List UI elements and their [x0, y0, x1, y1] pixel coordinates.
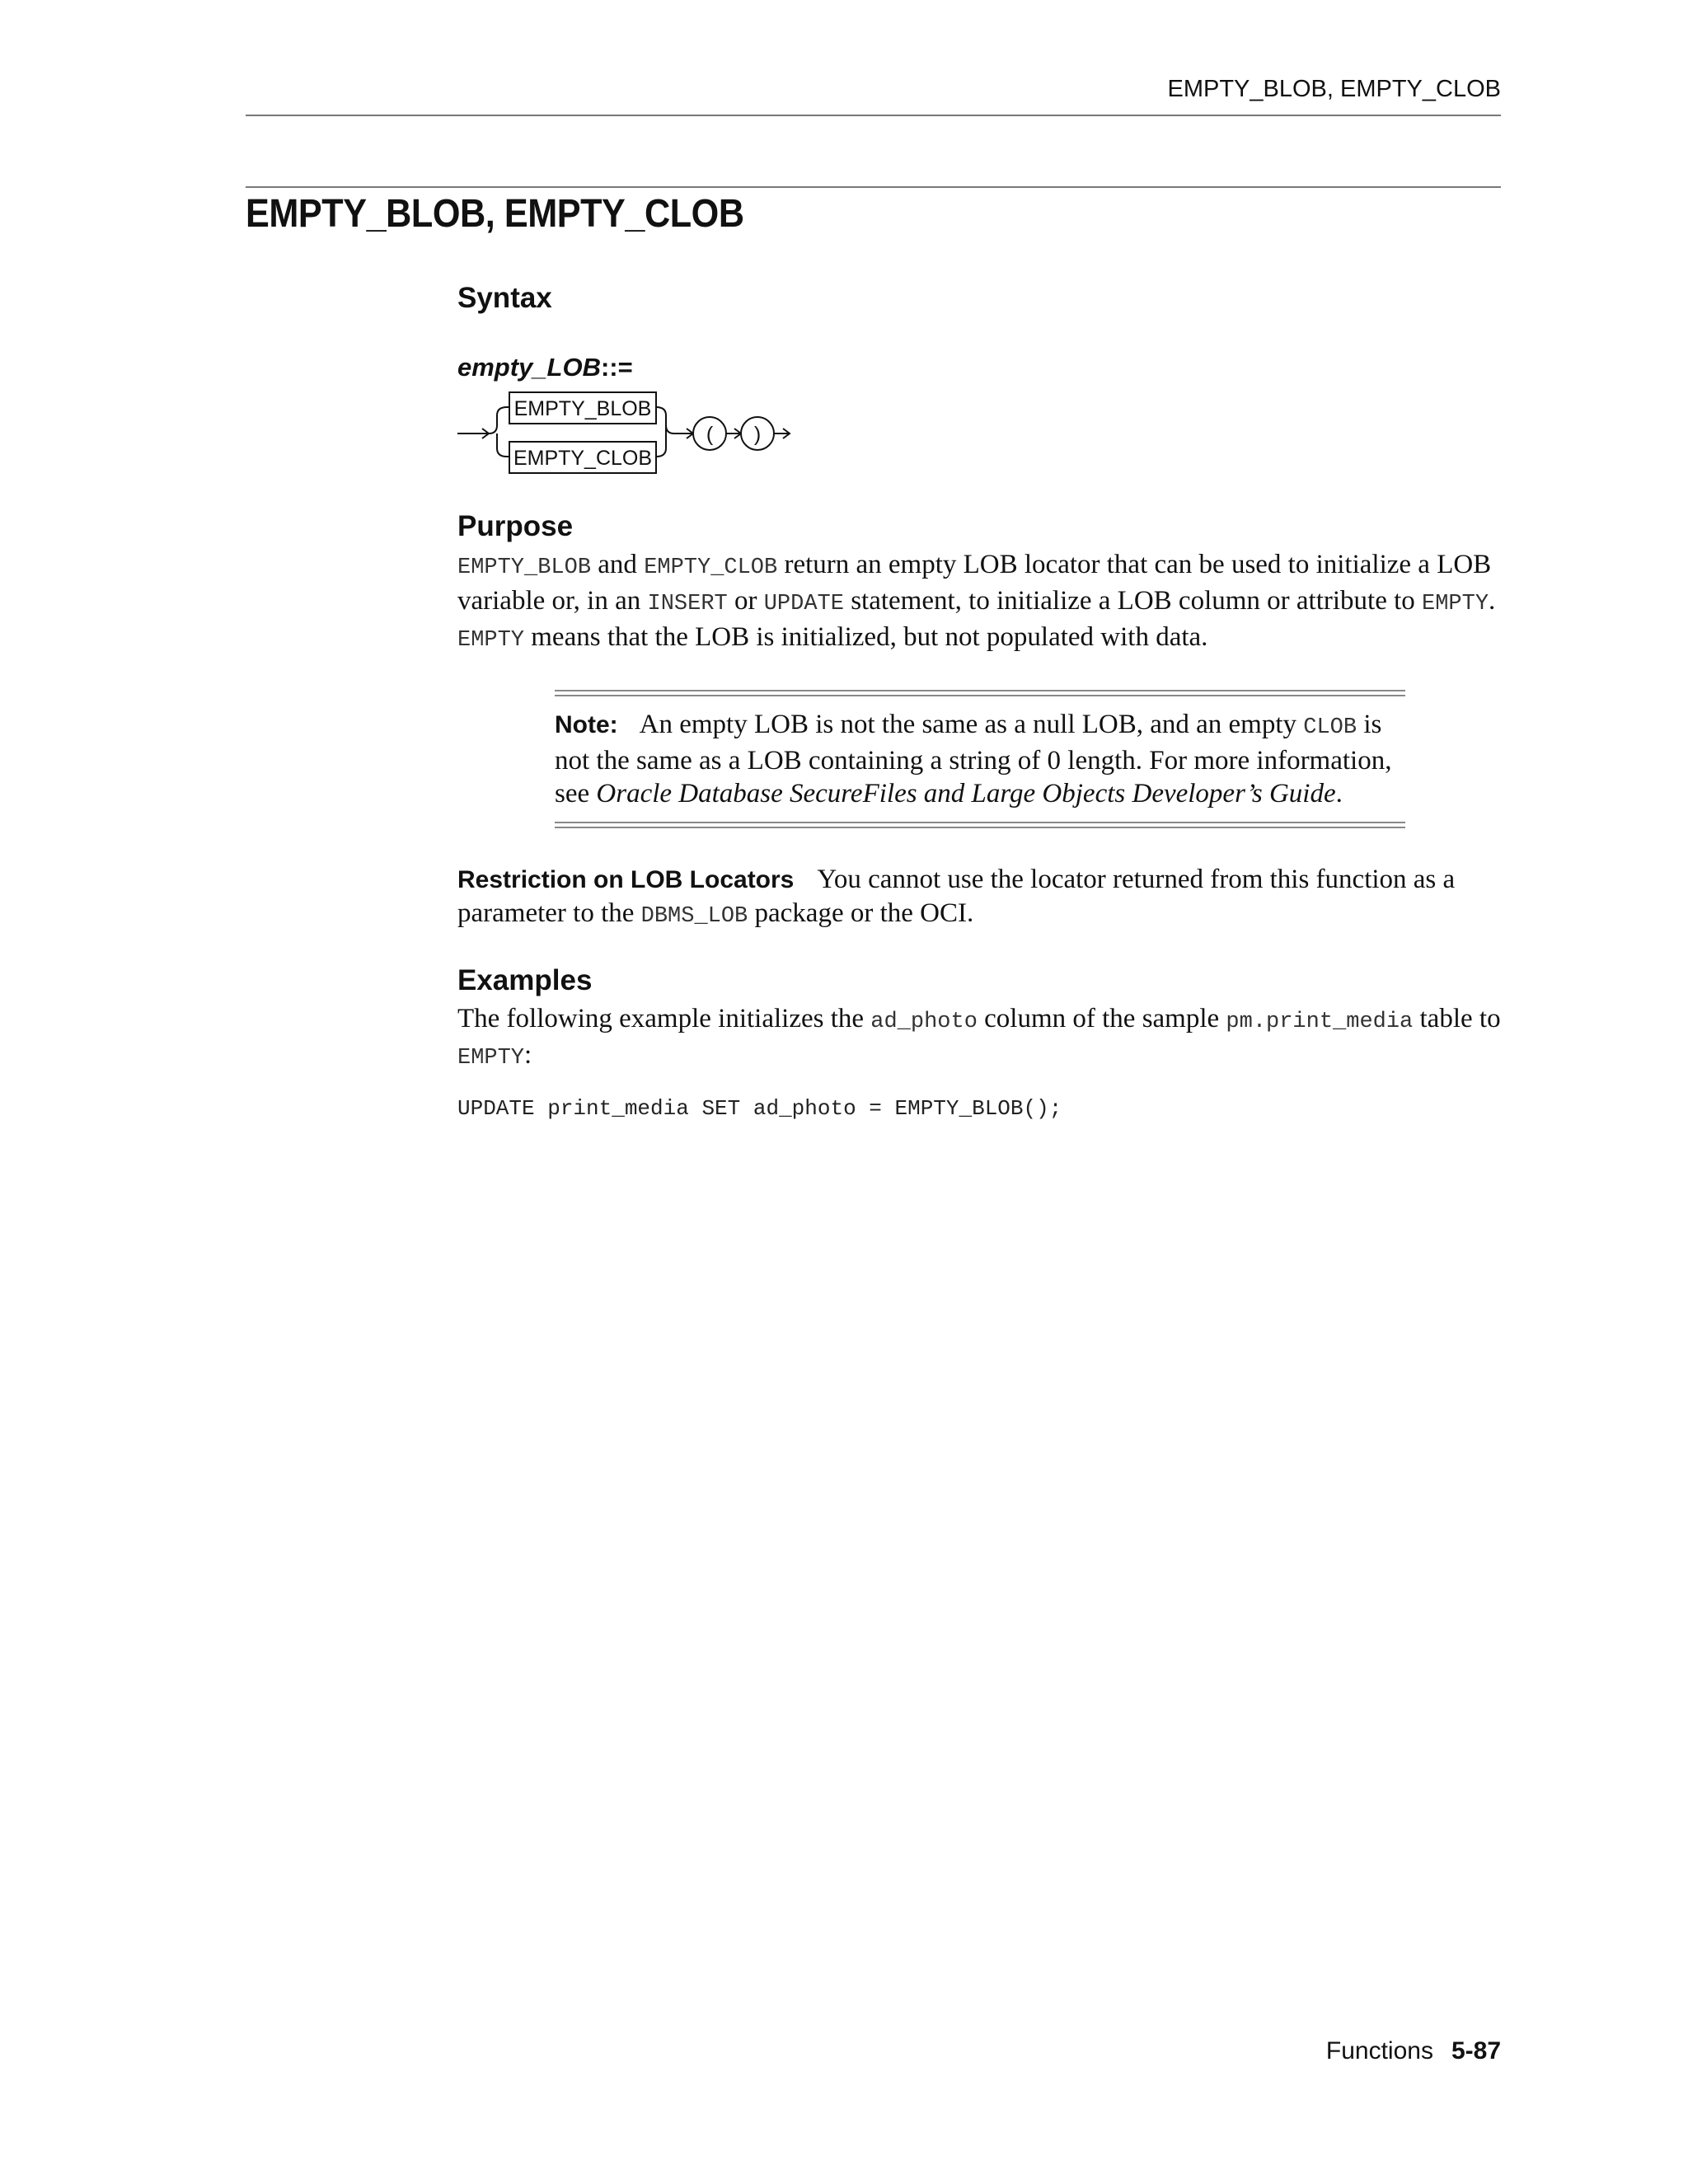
code-empty-blob: EMPTY_BLOB [457, 555, 592, 580]
note-box [555, 690, 1405, 828]
examples-heading: Examples [457, 964, 593, 996]
example-code-block: UPDATE print_media SET ad_photo = EMPTY_BLOB(); [457, 1096, 1062, 1121]
restriction-text-2: package or the OCI. [748, 898, 974, 928]
purpose-text-4: statement, to initialize a LOB column or attribute to [843, 586, 1423, 616]
running-header: EMPTY_BLOB, EMPTY_CLOB [1167, 76, 1501, 102]
purpose-text-6: means that the LOB is initialized, but not populated with data. [524, 622, 1208, 652]
grammar-operator: ::= [600, 353, 633, 382]
diagram-open-paren: ( [706, 423, 714, 446]
code-empty-1: EMPTY [1422, 592, 1489, 616]
title-divider [246, 186, 1501, 188]
examples-text-2: column of the sample [977, 1004, 1226, 1033]
purpose-text-3: or [727, 586, 764, 616]
diagram-close-paren: ) [753, 423, 762, 446]
purpose-paragraph [457, 548, 1501, 657]
note-text-2: is not the same as a LOB containing a string of 0 length. For more information, see [555, 710, 1392, 808]
code-empty-clob: EMPTY_CLOB [644, 555, 778, 580]
grammar-term: empty_LOB [457, 353, 601, 382]
purpose-heading: Purpose [457, 510, 574, 542]
note-text-1: An empty LOB is not the same as a null LOB, and an empty [639, 710, 1304, 739]
restriction-paragraph [457, 863, 1501, 933]
footer-page-number: 5-87 [1451, 2037, 1501, 2064]
code-update: UPDATE [763, 592, 844, 616]
examples-paragraph [457, 1002, 1501, 1075]
code-clob: CLOB [1303, 715, 1357, 740]
note-text [555, 696, 1405, 822]
note-label: Note: [555, 711, 618, 738]
syntax-heading: Syntax [457, 282, 552, 314]
note-text-3: . [1335, 779, 1343, 808]
examples-text-1: The following example initializes the [457, 1004, 871, 1033]
footer-section: Functions [1325, 2037, 1433, 2064]
code-dbms-lob: DBMS_LOB [640, 904, 748, 929]
code-pm-print-media: pm.print_media [1226, 1010, 1414, 1034]
purpose-text-5: . [1489, 586, 1496, 616]
note-top-rule [555, 690, 1405, 696]
note-bottom-rule [555, 822, 1405, 828]
page-title: EMPTY_BLOB, EMPTY_CLOB [246, 192, 744, 236]
main-content [457, 280, 1501, 1121]
page-footer [1326, 2037, 1501, 2065]
code-ad-photo: ad_photo [870, 1010, 978, 1034]
examples-text-4: : [524, 1040, 532, 1070]
code-empty-3: EMPTY [457, 1046, 525, 1071]
diagram-option-empty-clob: EMPTY_CLOB [513, 447, 653, 470]
grammar-definition [457, 353, 1501, 382]
syntax-railroad-diagram [456, 382, 802, 485]
header-divider [246, 115, 1501, 116]
examples-text-3: table to [1413, 1004, 1501, 1033]
restriction-text-1: You cannot use the locator returned from this function as a parameter to the [457, 865, 1456, 928]
code-insert: INSERT [647, 592, 728, 616]
diagram-option-empty-blob: EMPTY_BLOB [513, 397, 652, 420]
purpose-text-1: and [591, 550, 645, 579]
code-empty-2: EMPTY [457, 628, 525, 653]
purpose-text-2: return an empty LOB locator that can be used to initialize a LOB variable or, in an [457, 550, 1492, 616]
note-guide-reference: Oracle Database SecureFiles and Large Objects Developer’s Guide [596, 779, 1336, 808]
restriction-label: Restriction on LOB Locators [457, 866, 795, 893]
